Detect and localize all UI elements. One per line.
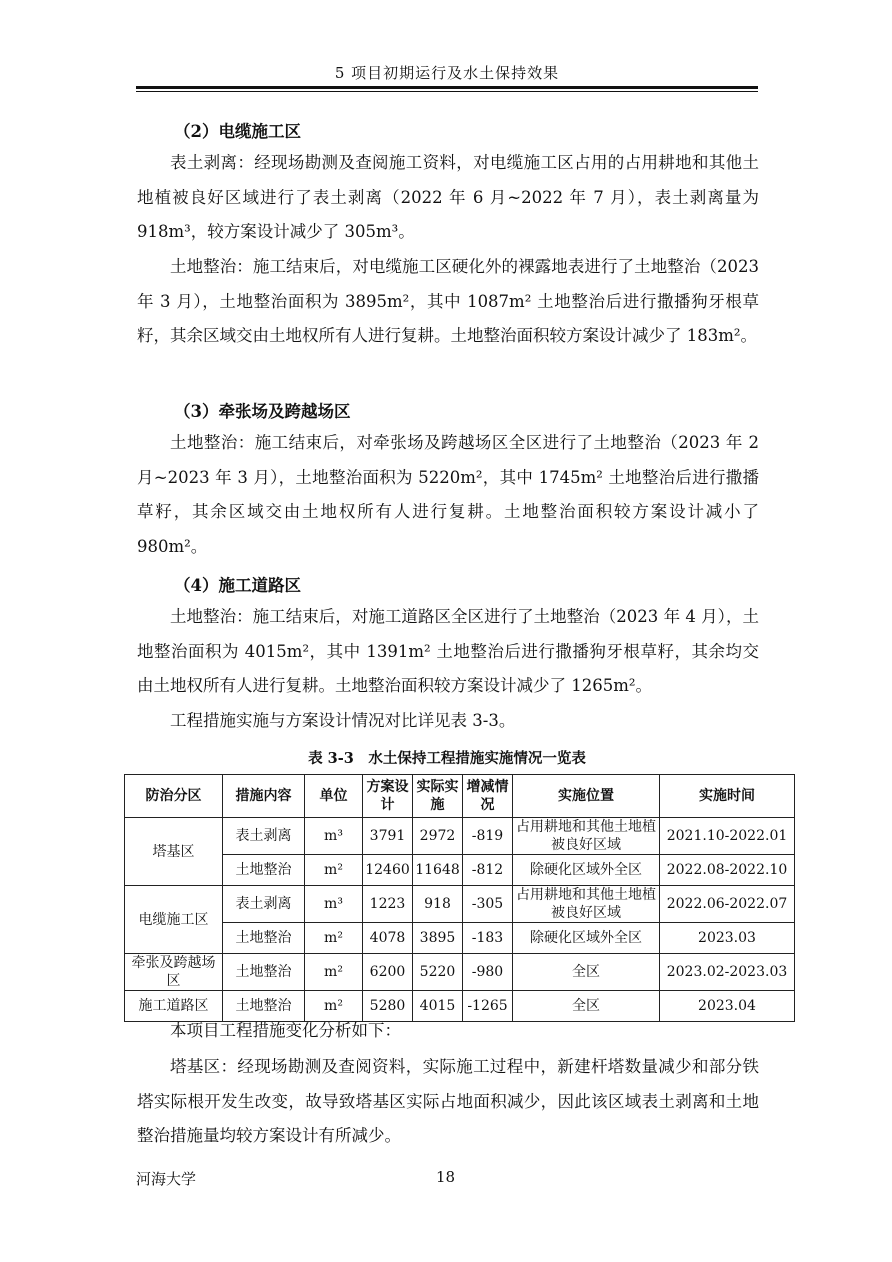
cell-plan: 4078 bbox=[363, 923, 413, 954]
cell-plan: 6200 bbox=[363, 954, 413, 991]
table-row bbox=[125, 855, 795, 886]
header-diff: 增减情况 bbox=[463, 775, 513, 818]
cell-diff: -819 bbox=[463, 818, 513, 855]
cell-measure: 土地整治 bbox=[223, 923, 305, 954]
table-header-row bbox=[125, 775, 795, 818]
cell-time: 2023.04 bbox=[660, 991, 795, 1022]
cell-actual: 4015 bbox=[413, 991, 463, 1022]
cell-time: 2022.06-2022.07 bbox=[660, 886, 795, 923]
cell-unit: m² bbox=[305, 991, 363, 1022]
cell-measure: 土地整治 bbox=[223, 991, 305, 1022]
cell-measure: 土地整治 bbox=[223, 954, 305, 991]
paragraph-land-cable: 土地整治：施工结束后，对电缆施工区硬化外的裸露地表进行了土地整治（2023 年 3 月），土地整治面积为 3895m²，其中 1087m² 土地整治后进行撒播狗牙根草籽，其余区域交由土地权所有人进行复耕。土地整治面积较方案设计减少了 183m²。 bbox=[137, 257, 759, 346]
cell-plan: 5280 bbox=[363, 991, 413, 1022]
paragraph-land-tension: 土地整治：施工结束后，对牵张场及跨越场区全区进行了土地整治（2023 年 2 月~2023 年 3 月），土地整治面积为 5220m²，其中 1745m² 土地整治后进行撒播草籽，其余区域交由土地权所有人进行复耕。土地整治面积较方案设计减小了 980m²。 bbox=[137, 433, 759, 557]
table-row bbox=[125, 923, 795, 954]
cell-location: 占用耕地和其他土地植被良好区域 bbox=[513, 886, 660, 923]
cell-actual: 2972 bbox=[413, 818, 463, 855]
table-row bbox=[125, 818, 795, 855]
paragraph-analysis-intro: 本项目工程措施变化分析如下： bbox=[170, 1021, 401, 1040]
cell-zone: 电缆施工区 bbox=[125, 886, 223, 954]
header-time: 实施时间 bbox=[660, 775, 795, 818]
page-number: 18 bbox=[436, 1168, 456, 1186]
cell-time: 2023.03 bbox=[660, 923, 795, 954]
cell-actual: 3895 bbox=[413, 923, 463, 954]
cell-zone: 塔基区 bbox=[125, 818, 223, 886]
paragraph-topsoil-cable: 表土剥离：经现场勘测及查阅施工资料，对电缆施工区占用的占用耕地和其他土地植被良好区域进行了表土剥离（2022 年 6 月~2022 年 7 月），表土剥离量为 918m³，较方案设计减少了 305m³。 bbox=[137, 153, 759, 242]
cell-measure: 土地整治 bbox=[223, 855, 305, 886]
header-rule-thick bbox=[136, 86, 758, 89]
table-row bbox=[125, 886, 795, 923]
cell-unit: m³ bbox=[305, 886, 363, 923]
cell-measure: 表土剥离 bbox=[223, 886, 305, 923]
cell-unit: m² bbox=[305, 855, 363, 886]
cell-time: 2023.02-2023.03 bbox=[660, 954, 795, 991]
cell-unit: m² bbox=[305, 923, 363, 954]
header-actual: 实际实施 bbox=[413, 775, 463, 818]
running-header: 5 项目初期运行及水土保持效果 bbox=[334, 64, 560, 82]
paragraph-table-ref: 工程措施实施与方案设计情况对比详见表 3-3。 bbox=[170, 711, 516, 730]
header-plan: 方案设计 bbox=[363, 775, 413, 818]
header-measure: 措施内容 bbox=[223, 775, 305, 818]
paragraph-land-road: 土地整治：施工结束后，对施工道路区全区进行了土地整治（2023 年 4 月），土地整治面积为 4015m²，其中 1391m² 土地整治后进行撒播狗牙根草籽，其余均交由土地权所有人进行复耕。土地整治面积较方案设计减少了 1265m²。 bbox=[137, 607, 759, 696]
measures-table bbox=[124, 774, 795, 1022]
cell-actual: 5220 bbox=[413, 954, 463, 991]
section-heading-tension: （3）牵张场及跨越场区 bbox=[174, 402, 351, 421]
cell-plan: 3791 bbox=[363, 818, 413, 855]
cell-diff: -183 bbox=[463, 923, 513, 954]
cell-location: 全区 bbox=[513, 991, 660, 1022]
table-caption: 表 3-3 水土保持工程措施实施情况一览表 bbox=[308, 750, 586, 767]
cell-location: 全区 bbox=[513, 954, 660, 991]
cell-measure: 表土剥离 bbox=[223, 818, 305, 855]
cell-location: 占用耕地和其他土地植被良好区域 bbox=[513, 818, 660, 855]
cell-diff: -812 bbox=[463, 855, 513, 886]
cell-location: 除硬化区域外全区 bbox=[513, 923, 660, 954]
cell-plan: 12460 bbox=[363, 855, 413, 886]
cell-diff: -305 bbox=[463, 886, 513, 923]
section-heading-road: （4）施工道路区 bbox=[174, 576, 301, 595]
cell-time: 2022.08-2022.10 bbox=[660, 855, 795, 886]
header-unit: 单位 bbox=[305, 775, 363, 818]
table-row bbox=[125, 954, 795, 991]
cell-plan: 1223 bbox=[363, 886, 413, 923]
cell-actual: 918 bbox=[413, 886, 463, 923]
cell-actual: 11648 bbox=[413, 855, 463, 886]
header-zone: 防治分区 bbox=[125, 775, 223, 818]
cell-diff: -1265 bbox=[463, 991, 513, 1022]
cell-location: 除硬化区域外全区 bbox=[513, 855, 660, 886]
footer-school: 河海大学 bbox=[136, 1170, 197, 1188]
section-heading-cable: （2）电缆施工区 bbox=[174, 122, 301, 141]
cell-zone: 施工道路区 bbox=[125, 991, 223, 1022]
cell-time: 2021.10-2022.01 bbox=[660, 818, 795, 855]
paragraph-tower-analysis: 塔基区：经现场勘测及查阅资料，实际施工过程中，新建杆塔数量减少和部分铁塔实际根开发生改变，故导致塔基区实际占地面积减少，因此该区域表土剥离和土地整治措施量均较方案设计有所减少。 bbox=[137, 1057, 759, 1146]
cell-unit: m² bbox=[305, 954, 363, 991]
cell-unit: m³ bbox=[305, 818, 363, 855]
cell-zone: 牵张及跨越场区 bbox=[125, 954, 223, 991]
cell-diff: -980 bbox=[463, 954, 513, 991]
header-location: 实施位置 bbox=[513, 775, 660, 818]
header-rule-thin bbox=[136, 91, 758, 92]
